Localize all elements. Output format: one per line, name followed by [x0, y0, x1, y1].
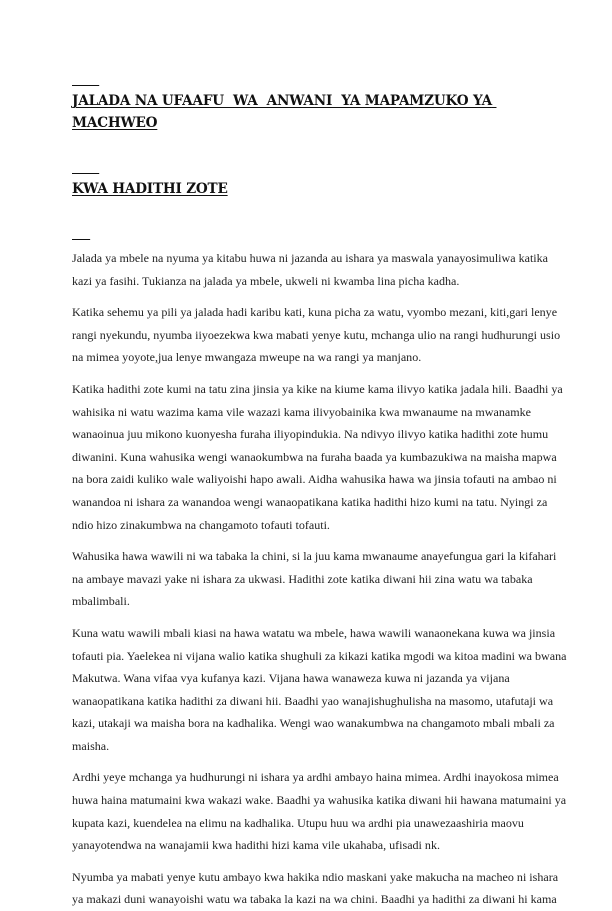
- text-line: ndio hizo zinakumbwa na changamoto tofauti tofauti.: [72, 517, 330, 532]
- text-line: Ardhi yeye mchanga ya hudhurungi ni ishara ya ardhi ambayo haina mimea. Ardhi inayokosa mimea: [72, 770, 559, 785]
- text-line: na bora zaidi kuliko wale waliyoishi hapo awali. Aidha wahusika hawa wa jinsia tofauti na ambao ni: [72, 472, 557, 487]
- document-title: [72, 46, 566, 244]
- text-line: ya makazi duni wanayoishi watu wa tabaka la kazi na wa chini. Baadhi ya hadithi za diwani hi kama: [72, 892, 557, 907]
- text-line: Nyumba ya mabati yenye kutu ambayo kwa hakika ndio maskani yake makucha na macheo ni ishara: [72, 869, 559, 884]
- text-line: wanandoa ni ishara za wanandoa wengi wanaopatikana katika hadithi hizo kumi na tatu. Nyingi za: [72, 494, 548, 509]
- paragraph-land: [72, 766, 566, 856]
- paragraph-gender: [72, 378, 566, 536]
- text-line: mbalimbali.: [72, 594, 130, 609]
- paragraph-youth: [72, 622, 566, 758]
- paragraph-house: [72, 866, 566, 911]
- text-line: kazi ya fasihi. Tukianza na jalada ya mbele, ukweli ni kwamba lina picha kadha.: [72, 273, 460, 288]
- text-line: na mimea yoyote,jua lenye mwangaza mweupe na wa rangi ya manjano.: [72, 350, 422, 365]
- text-line: Makutwa. Wana vifaa vya kufanya kazi. Vijana hawa wanaweza kuwa ni jazanda ya vijana: [72, 671, 510, 686]
- paragraph-cover-pictures: [72, 301, 566, 369]
- text-line: Wahusika hawa wawili ni wa tabaka la chini, si la juu kama mwanaume anayefungua gari la kifahari: [72, 549, 557, 564]
- text-line: Katika hadithi zote kumi na tatu zina jinsia ya kike na kiume kama ilivyo katika jadala hili. Baadhi ya: [72, 381, 563, 396]
- text-line: maisha.: [72, 738, 110, 753]
- title-line: KWA HADITHI ZOTE: [72, 181, 228, 197]
- text-line: kazi, utakaji wa maisha bora na kadhalika. Wengi wao wanakumbwa na changamoto mbali mbali za: [72, 716, 555, 731]
- text-line: tofauti pia. Yaelekea ni vijana walio katika shughuli za kikazi katika mgodi wa kitoa madini wa bwana: [72, 648, 567, 663]
- paragraph-cover-intro: [72, 247, 566, 292]
- text-line: na ambaye mavazi yake ni ishara za ukwasi. Hadithi zote katika diwani hii zina watu wa tabaka: [72, 571, 533, 586]
- text-line: wahisika ni watu wazima kama vile wazazi kama ilivyobainika kwa mwanaume na mwanamke: [72, 404, 531, 419]
- text-line: Kuna watu wawili mbali kiasi na hawa watatu wa mbele, hawa wawili wanaonekana kuwa wa jinsia: [72, 625, 556, 640]
- text-line: Jalada ya mbele na nyuma ya kitabu huwa ni jazanda au ishara ya maswala yanayosimuliwa katika: [72, 251, 549, 265]
- text-line: yanayotendwa na wanajamii kwa hadithi hizi kama vile ukahaba, ufisadi nk.: [72, 838, 440, 853]
- text-line: huwa haina matumaini kwa wakazi wake. Baadhi ya wahusika katika diwani hii hawana matumaini ya: [72, 793, 567, 808]
- text-line: Katika sehemu ya pili ya jalada hadi karibu kati, kuna picha za watu, vyombo mezani, kiti,gari lenye: [72, 305, 558, 320]
- paragraph-social-class: [72, 545, 566, 613]
- text-line: wanaoinua juu mikono kuonyesha furaha iliyopindukia. Na ndivyo ilivyo katika hadithi zote humu: [72, 427, 549, 442]
- page-content: [72, 46, 566, 911]
- title-line: JALADA NA UFAAFU WA ANWANI YA MAPAMZUKO YA MACHWEO: [72, 93, 497, 131]
- text-line: kupata kazi, kuendelea na elimu na kadhalika. Utupu huu wa ardhi pia unawezaashiria maovu: [72, 815, 524, 830]
- text-line: rangi nyekundu, nyumba iiyoezekwa kwa mabati yenye kutu, mchanga ulio na rangi hudhurungi usio: [72, 327, 561, 342]
- text-line: wanaopatikana katika hadithi za diwani hii. Baadhi yao wanajishughulisha na masomo, utafutaji wa: [72, 693, 554, 708]
- text-line: diwanini. Kuna wahusika wengi wanaokumbwa na furaha baada ya kumbazukiwa na maisha mapwa: [72, 449, 557, 464]
